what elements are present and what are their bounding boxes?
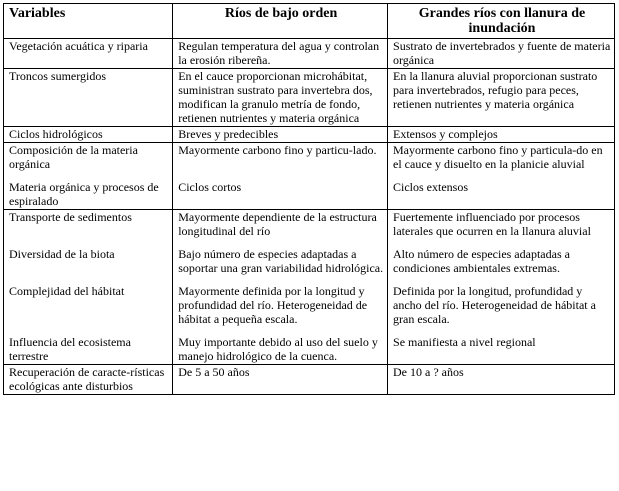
cell-bajo-orden: Mayormente dependiente de la estructura longitudinal del río — [173, 210, 388, 240]
table-row — [4, 69, 615, 127]
cell-bajo-orden: Regulan temperatura del agua y controlan la erosión ribereña. — [173, 39, 388, 69]
table-row — [4, 276, 615, 327]
cell-bajo-orden: En el cauce proporcionan microhábitat, suministran sustrato para invertebra dos, modifican la granulo metría de fondo, retienen nutrientes y materia orgánica — [173, 69, 388, 127]
cell-grandes-rios: Sustrato de invertebrados y fuente de materia orgánica — [388, 39, 615, 69]
cell-bajo-orden: Muy importante debido al uso del suelo y manejo hidrológico de la cuenca. — [173, 327, 388, 365]
cell-grandes-rios: De 10 a ? años — [388, 365, 615, 395]
cell-grandes-rios: En la llanura aluvial proporcionan sustrato para invertebrados, refugio para peces, retienen nutrientes y materia orgánica — [388, 69, 615, 127]
cell-variable: Composición de la materia orgánica — [4, 143, 173, 173]
cell-grandes-rios: Ciclos extensos — [393, 180, 469, 194]
header-grandes-rios: Grandes ríos con llanura de inundación — [388, 4, 615, 39]
cell-bajo-orden: De 5 a 50 años — [173, 365, 388, 395]
cell-variable: Troncos sumergidos — [4, 69, 173, 127]
cell-variable: Recuperación de caracte-rísticas ecológicas ante disturbios — [4, 365, 173, 395]
cell-bajo-orden: Bajo número de especies adaptadas a soportar una gran variabilidad hidrológica. — [173, 239, 388, 276]
table-row — [4, 210, 615, 240]
cell-variable: Transporte de sedimentos — [4, 210, 173, 240]
header-row — [4, 4, 615, 39]
table-row — [4, 327, 615, 365]
cell-variable: Materia orgánica y procesos de espiralado — [4, 172, 173, 210]
cell-variable: Ciclos hidrológicos — [4, 127, 173, 143]
cell-grandes-rios: Definida por la longitud, profundidad y ancho del río. Heterogeneidad de hábitat a gran escala. — [393, 284, 596, 326]
cell-bajo-orden: Mayormente carbono fino y particu-lado. — [173, 143, 388, 173]
table-row — [4, 39, 615, 69]
cell-variable: Vegetación acuática y riparia — [4, 39, 173, 69]
header-rios-bajo-orden: Ríos de bajo orden — [173, 4, 388, 39]
cell-bajo-orden: Mayormente definida por la longitud y profundidad del río. Heterogeneidad de hábitat a pequeña escala. — [173, 276, 388, 327]
table-row — [4, 143, 615, 173]
comparison-table — [3, 3, 615, 395]
cell-grandes-rios: Fuertemente influenciado por procesos laterales que ocurren en la llanura aluvial — [388, 210, 615, 240]
table-row — [4, 127, 615, 143]
cell-bajo-orden: Breves y predecibles — [173, 127, 388, 143]
cell-variable: Complejidad del hábitat — [4, 276, 173, 327]
cell-bajo-orden: Ciclos cortos — [173, 172, 388, 210]
cell-variable: Influencia del ecosistema terrestre — [4, 327, 173, 365]
cell-variable: Diversidad de la biota — [4, 239, 173, 276]
cell-grandes-rios: Alto número de especies adaptadas a condiciones ambientales extremas. — [393, 247, 570, 275]
cell-grandes-rios: Mayormente carbono fino y particula-do en el cauce y disuelto en la planicie aluvial — [388, 143, 615, 173]
table-row — [4, 239, 615, 276]
header-variables: Variables — [4, 4, 173, 39]
cell-grandes-rios: Extensos y complejos — [388, 127, 615, 143]
table-row — [4, 172, 615, 210]
table-row — [4, 365, 615, 395]
cell-grandes-rios: Se manifiesta a nivel regional — [393, 335, 536, 349]
